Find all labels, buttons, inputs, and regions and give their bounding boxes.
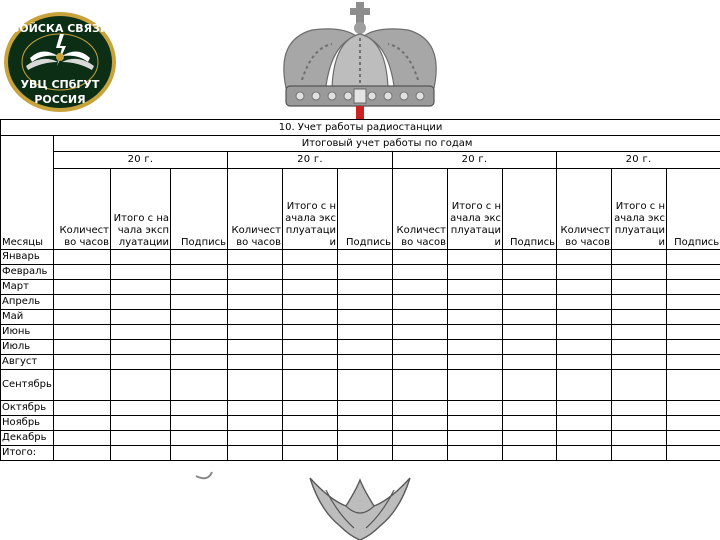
entry-cell[interactable] bbox=[283, 370, 338, 401]
entry-cell[interactable] bbox=[393, 295, 448, 310]
entry-cell[interactable] bbox=[557, 370, 612, 401]
double-headed-eagle-icon bbox=[150, 470, 570, 540]
quantity-column-header: Количество часов bbox=[557, 169, 612, 250]
entry-cell[interactable] bbox=[228, 370, 283, 401]
entry-cell[interactable] bbox=[612, 416, 667, 431]
entry-cell[interactable] bbox=[503, 401, 557, 416]
column-header-months: Месяцы bbox=[1, 136, 54, 250]
entry-cell[interactable] bbox=[448, 446, 503, 461]
entry-cell[interactable] bbox=[228, 265, 283, 280]
entry-cell[interactable] bbox=[111, 250, 171, 265]
entry-cell[interactable] bbox=[503, 340, 557, 355]
entry-cell[interactable] bbox=[393, 416, 448, 431]
entry-cell[interactable] bbox=[448, 370, 503, 401]
emblem-badge-icon bbox=[2, 10, 118, 114]
entry-cell[interactable] bbox=[612, 355, 667, 370]
entry-cell[interactable] bbox=[667, 431, 720, 446]
entry-cell[interactable] bbox=[283, 416, 338, 431]
total-since-start-column-header: Итого с начала эксплуатации bbox=[612, 169, 667, 250]
year-header-4: 20 г. bbox=[557, 152, 720, 169]
signature-column-header: Подпись bbox=[338, 169, 393, 250]
month-label: Ноябрь bbox=[1, 416, 54, 431]
entry-cell[interactable] bbox=[393, 280, 448, 295]
entry-cell[interactable] bbox=[171, 295, 228, 310]
entry-cell[interactable] bbox=[54, 370, 111, 401]
entry-cell[interactable] bbox=[393, 250, 448, 265]
total-since-start-column-header: Итого с начала эксплуатации bbox=[111, 169, 171, 250]
table-row bbox=[1, 355, 720, 370]
entry-cell[interactable] bbox=[111, 370, 171, 401]
table-row bbox=[1, 370, 720, 401]
month-label: Апрель bbox=[1, 295, 54, 310]
entry-cell[interactable] bbox=[54, 265, 111, 280]
entry-cell[interactable] bbox=[54, 250, 111, 265]
month-label: Март bbox=[1, 280, 54, 295]
total-since-start-column-header: Итого с начала эксплуатации bbox=[448, 169, 503, 250]
entry-cell[interactable] bbox=[503, 431, 557, 446]
entry-cell[interactable] bbox=[612, 265, 667, 280]
entry-cell[interactable] bbox=[54, 355, 111, 370]
entry-cell[interactable] bbox=[667, 401, 720, 416]
entry-cell[interactable] bbox=[338, 370, 393, 401]
month-label: Октябрь bbox=[1, 401, 54, 416]
entry-cell[interactable] bbox=[448, 265, 503, 280]
entry-cell[interactable] bbox=[228, 401, 283, 416]
entry-cell[interactable] bbox=[171, 446, 228, 461]
eagle-watermark bbox=[150, 470, 570, 540]
signature-column-header: Подпись bbox=[503, 169, 557, 250]
entry-cell[interactable] bbox=[503, 416, 557, 431]
signature-column-header: Подпись bbox=[171, 169, 228, 250]
month-label: Февраль bbox=[1, 265, 54, 280]
entry-cell[interactable] bbox=[612, 280, 667, 295]
entry-cell[interactable] bbox=[283, 250, 338, 265]
entry-cell[interactable] bbox=[283, 340, 338, 355]
entry-cell[interactable] bbox=[111, 416, 171, 431]
table-row bbox=[1, 431, 720, 446]
entry-cell[interactable] bbox=[338, 280, 393, 295]
year-header-3: 20 г. bbox=[393, 152, 557, 169]
entry-cell[interactable] bbox=[503, 280, 557, 295]
entry-cell[interactable] bbox=[612, 370, 667, 401]
entry-cell[interactable] bbox=[338, 355, 393, 370]
crown-watermark bbox=[272, 0, 448, 122]
entry-cell[interactable] bbox=[667, 446, 720, 461]
entry-cell[interactable] bbox=[448, 295, 503, 310]
radio-station-log-table bbox=[0, 119, 720, 461]
entry-cell[interactable] bbox=[557, 250, 612, 265]
entry-cell[interactable] bbox=[283, 310, 338, 325]
entry-cell[interactable] bbox=[171, 370, 228, 401]
emblem-top-text: ВОЙСКА СВЯЗИ bbox=[10, 22, 110, 35]
entry-cell[interactable] bbox=[338, 265, 393, 280]
imperial-crown-icon bbox=[272, 0, 448, 122]
entry-cell[interactable] bbox=[171, 355, 228, 370]
entry-cell[interactable] bbox=[54, 340, 111, 355]
entry-cell[interactable] bbox=[612, 310, 667, 325]
entry-cell[interactable] bbox=[557, 355, 612, 370]
emblem-middle-text: УВЦ СПбГУТ bbox=[20, 78, 100, 91]
month-label: Сентябрь bbox=[1, 370, 54, 401]
column-subheader-row bbox=[1, 169, 720, 250]
table-row bbox=[1, 340, 720, 355]
entry-cell[interactable] bbox=[393, 401, 448, 416]
entry-cell[interactable] bbox=[171, 310, 228, 325]
entry-cell[interactable] bbox=[111, 431, 171, 446]
entry-cell[interactable] bbox=[283, 446, 338, 461]
entry-cell[interactable] bbox=[171, 280, 228, 295]
emblem-bottom-text: РОССИЯ bbox=[34, 93, 86, 106]
entry-cell[interactable] bbox=[448, 280, 503, 295]
month-label: Январь bbox=[1, 250, 54, 265]
quantity-column-header: Количество часов bbox=[54, 169, 111, 250]
month-label: Май bbox=[1, 310, 54, 325]
entry-cell[interactable] bbox=[393, 265, 448, 280]
signal-troops-emblem bbox=[2, 10, 118, 114]
table-row bbox=[1, 325, 720, 340]
entry-cell[interactable] bbox=[171, 416, 228, 431]
entry-cell[interactable] bbox=[54, 280, 111, 295]
table-row bbox=[1, 265, 720, 280]
entry-cell[interactable] bbox=[612, 446, 667, 461]
entry-cell[interactable] bbox=[557, 325, 612, 340]
entry-cell[interactable] bbox=[557, 310, 612, 325]
entry-cell[interactable] bbox=[448, 310, 503, 325]
entry-cell[interactable] bbox=[111, 446, 171, 461]
entry-cell[interactable] bbox=[557, 401, 612, 416]
month-rows bbox=[1, 250, 720, 461]
entry-cell[interactable] bbox=[171, 265, 228, 280]
entry-cell[interactable] bbox=[393, 446, 448, 461]
entry-cell[interactable] bbox=[171, 401, 228, 416]
entry-cell[interactable] bbox=[448, 401, 503, 416]
entry-cell[interactable] bbox=[283, 355, 338, 370]
entry-cell[interactable] bbox=[228, 250, 283, 265]
entry-cell[interactable] bbox=[111, 355, 171, 370]
entry-cell[interactable] bbox=[338, 310, 393, 325]
entry-cell[interactable] bbox=[338, 431, 393, 446]
entry-cell[interactable] bbox=[283, 280, 338, 295]
entry-cell[interactable] bbox=[283, 431, 338, 446]
entry-cell[interactable] bbox=[338, 325, 393, 340]
entry-cell[interactable] bbox=[171, 431, 228, 446]
quantity-column-header: Количество часов bbox=[228, 169, 283, 250]
entry-cell[interactable] bbox=[557, 446, 612, 461]
entry-cell[interactable] bbox=[338, 340, 393, 355]
entry-cell[interactable] bbox=[667, 250, 720, 265]
entry-cell[interactable] bbox=[612, 325, 667, 340]
entry-cell[interactable] bbox=[54, 325, 111, 340]
entry-cell[interactable] bbox=[171, 250, 228, 265]
entry-cell[interactable] bbox=[228, 431, 283, 446]
table-row bbox=[1, 250, 720, 265]
entry-cell[interactable] bbox=[667, 280, 720, 295]
entry-cell[interactable] bbox=[54, 401, 111, 416]
table-row bbox=[1, 310, 720, 325]
entry-cell[interactable] bbox=[228, 340, 283, 355]
entry-cell[interactable] bbox=[557, 265, 612, 280]
entry-cell[interactable] bbox=[448, 250, 503, 265]
entry-cell[interactable] bbox=[54, 446, 111, 461]
entry-cell[interactable] bbox=[228, 446, 283, 461]
month-label: Июль bbox=[1, 340, 54, 355]
entry-cell[interactable] bbox=[338, 250, 393, 265]
entry-cell[interactable] bbox=[228, 416, 283, 431]
entry-cell[interactable] bbox=[503, 265, 557, 280]
entry-cell[interactable] bbox=[54, 431, 111, 446]
entry-cell[interactable] bbox=[393, 355, 448, 370]
entry-cell[interactable] bbox=[612, 295, 667, 310]
entry-cell[interactable] bbox=[667, 340, 720, 355]
table-row bbox=[1, 416, 720, 431]
entry-cell[interactable] bbox=[283, 401, 338, 416]
entry-cell[interactable] bbox=[283, 325, 338, 340]
total-since-start-column-header: Итого с начала эксплуатации bbox=[283, 169, 338, 250]
entry-cell[interactable] bbox=[171, 340, 228, 355]
entry-cell[interactable] bbox=[557, 431, 612, 446]
entry-cell[interactable] bbox=[228, 280, 283, 295]
entry-cell[interactable] bbox=[338, 295, 393, 310]
entry-cell[interactable] bbox=[557, 295, 612, 310]
month-label: Итого: bbox=[1, 446, 54, 461]
entry-cell[interactable] bbox=[338, 446, 393, 461]
entry-cell[interactable] bbox=[448, 416, 503, 431]
entry-cell[interactable] bbox=[338, 416, 393, 431]
entry-cell[interactable] bbox=[171, 325, 228, 340]
year-header-2: 20 г. bbox=[228, 152, 393, 169]
entry-cell[interactable] bbox=[503, 295, 557, 310]
entry-cell[interactable] bbox=[448, 355, 503, 370]
month-label: Июнь bbox=[1, 325, 54, 340]
entry-cell[interactable] bbox=[283, 295, 338, 310]
entry-cell[interactable] bbox=[393, 325, 448, 340]
year-header-1: 20 г. bbox=[54, 152, 228, 169]
entry-cell[interactable] bbox=[283, 265, 338, 280]
entry-cell[interactable] bbox=[612, 250, 667, 265]
entry-cell[interactable] bbox=[557, 280, 612, 295]
signature-column-header: Подпись bbox=[667, 169, 720, 250]
entry-cell[interactable] bbox=[503, 310, 557, 325]
entry-cell[interactable] bbox=[667, 325, 720, 340]
table-row bbox=[1, 280, 720, 295]
table-title: 10. Учет работы радиостанции bbox=[1, 120, 720, 136]
table-row bbox=[1, 401, 720, 416]
entry-cell[interactable] bbox=[111, 340, 171, 355]
entry-cell[interactable] bbox=[612, 431, 667, 446]
entry-cell[interactable] bbox=[503, 370, 557, 401]
entry-cell[interactable] bbox=[54, 416, 111, 431]
entry-cell[interactable] bbox=[393, 340, 448, 355]
entry-cell[interactable] bbox=[228, 325, 283, 340]
entry-cell[interactable] bbox=[111, 401, 171, 416]
entry-cell[interactable] bbox=[111, 295, 171, 310]
entry-cell[interactable] bbox=[557, 340, 612, 355]
entry-cell[interactable] bbox=[667, 310, 720, 325]
entry-cell[interactable] bbox=[448, 340, 503, 355]
entry-cell[interactable] bbox=[448, 431, 503, 446]
entry-cell[interactable] bbox=[393, 310, 448, 325]
entry-cell[interactable] bbox=[448, 325, 503, 340]
entry-cell[interactable] bbox=[667, 295, 720, 310]
quantity-column-header: Количество часов bbox=[393, 169, 448, 250]
entry-cell[interactable] bbox=[667, 265, 720, 280]
entry-cell[interactable] bbox=[228, 295, 283, 310]
entry-cell[interactable] bbox=[667, 416, 720, 431]
entry-cell[interactable] bbox=[111, 265, 171, 280]
entry-cell[interactable] bbox=[111, 280, 171, 295]
entry-cell[interactable] bbox=[503, 250, 557, 265]
entry-cell[interactable] bbox=[503, 355, 557, 370]
yearly-summary-header: Итоговый учет работы по годам bbox=[54, 136, 720, 152]
entry-cell[interactable] bbox=[111, 325, 171, 340]
entry-cell[interactable] bbox=[557, 416, 612, 431]
table-row bbox=[1, 446, 720, 461]
entry-cell[interactable] bbox=[54, 310, 111, 325]
entry-cell[interactable] bbox=[503, 446, 557, 461]
entry-cell[interactable] bbox=[503, 325, 557, 340]
table-row bbox=[1, 295, 720, 310]
entry-cell[interactable] bbox=[54, 295, 111, 310]
month-label: Август bbox=[1, 355, 54, 370]
entry-cell[interactable] bbox=[667, 370, 720, 401]
entry-cell[interactable] bbox=[228, 310, 283, 325]
entry-cell[interactable] bbox=[612, 401, 667, 416]
entry-cell[interactable] bbox=[612, 340, 667, 355]
entry-cell[interactable] bbox=[667, 355, 720, 370]
entry-cell[interactable] bbox=[111, 310, 171, 325]
month-label: Декабрь bbox=[1, 431, 54, 446]
entry-cell[interactable] bbox=[393, 370, 448, 401]
entry-cell[interactable] bbox=[228, 355, 283, 370]
entry-cell[interactable] bbox=[393, 431, 448, 446]
entry-cell[interactable] bbox=[338, 401, 393, 416]
